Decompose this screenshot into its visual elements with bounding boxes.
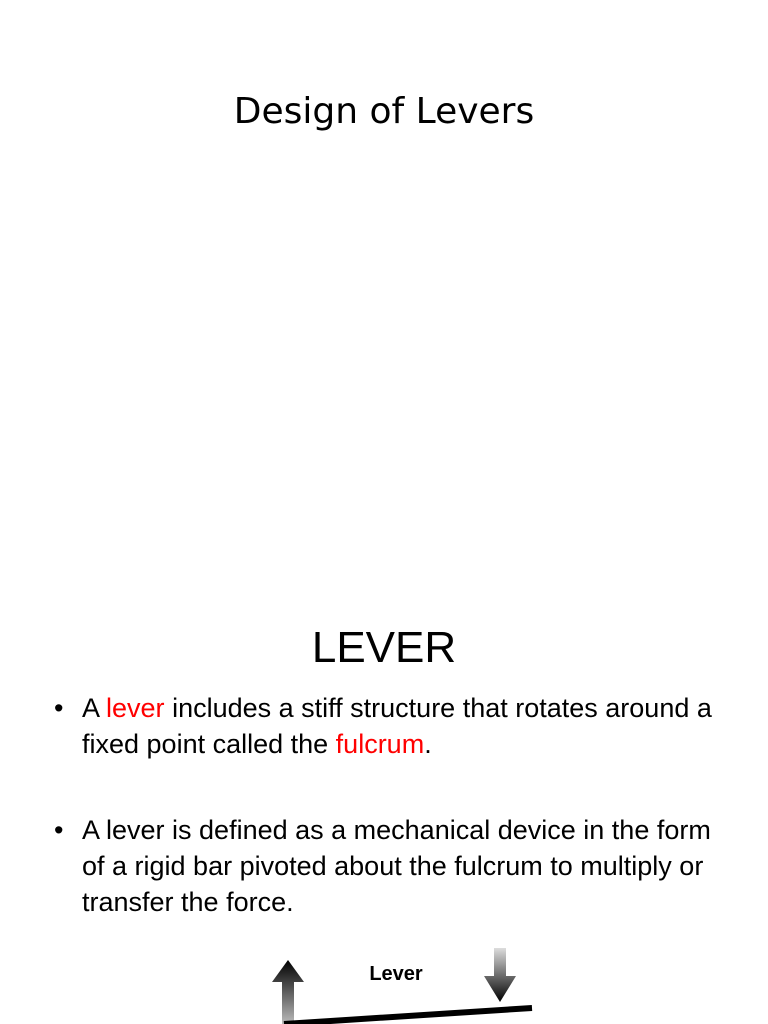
effort-arrow-up-icon bbox=[272, 960, 304, 1024]
bullet-text: A lever is defined as a mechanical device in the form of a rigid bar pivoted about the fulcrum to multiply or transfer the force. bbox=[82, 815, 711, 917]
highlight-term-lever: lever bbox=[106, 693, 165, 723]
bullet-item-lever-definition bbox=[50, 690, 740, 762]
bullet-marker: • bbox=[54, 693, 64, 723]
section-heading: LEVER bbox=[311, 623, 457, 672]
bullet-text: . bbox=[424, 729, 432, 759]
lever-bar bbox=[284, 1008, 532, 1024]
bullet-text: includes a stiff structure that rotates around a fixed point called the bbox=[82, 693, 712, 759]
lever-diagram bbox=[262, 942, 542, 1024]
bullet-marker: • bbox=[54, 815, 64, 845]
bullet-item-mechanical-device bbox=[50, 812, 740, 920]
load-arrow-down-icon bbox=[484, 948, 516, 1002]
bullet-text: A bbox=[82, 693, 107, 723]
bullet-list bbox=[50, 690, 740, 970]
highlight-term-fulcrum: fulcrum bbox=[335, 729, 425, 759]
lever-figure-label: Lever bbox=[369, 963, 423, 985]
slide-title: Design of Levers bbox=[233, 91, 535, 133]
